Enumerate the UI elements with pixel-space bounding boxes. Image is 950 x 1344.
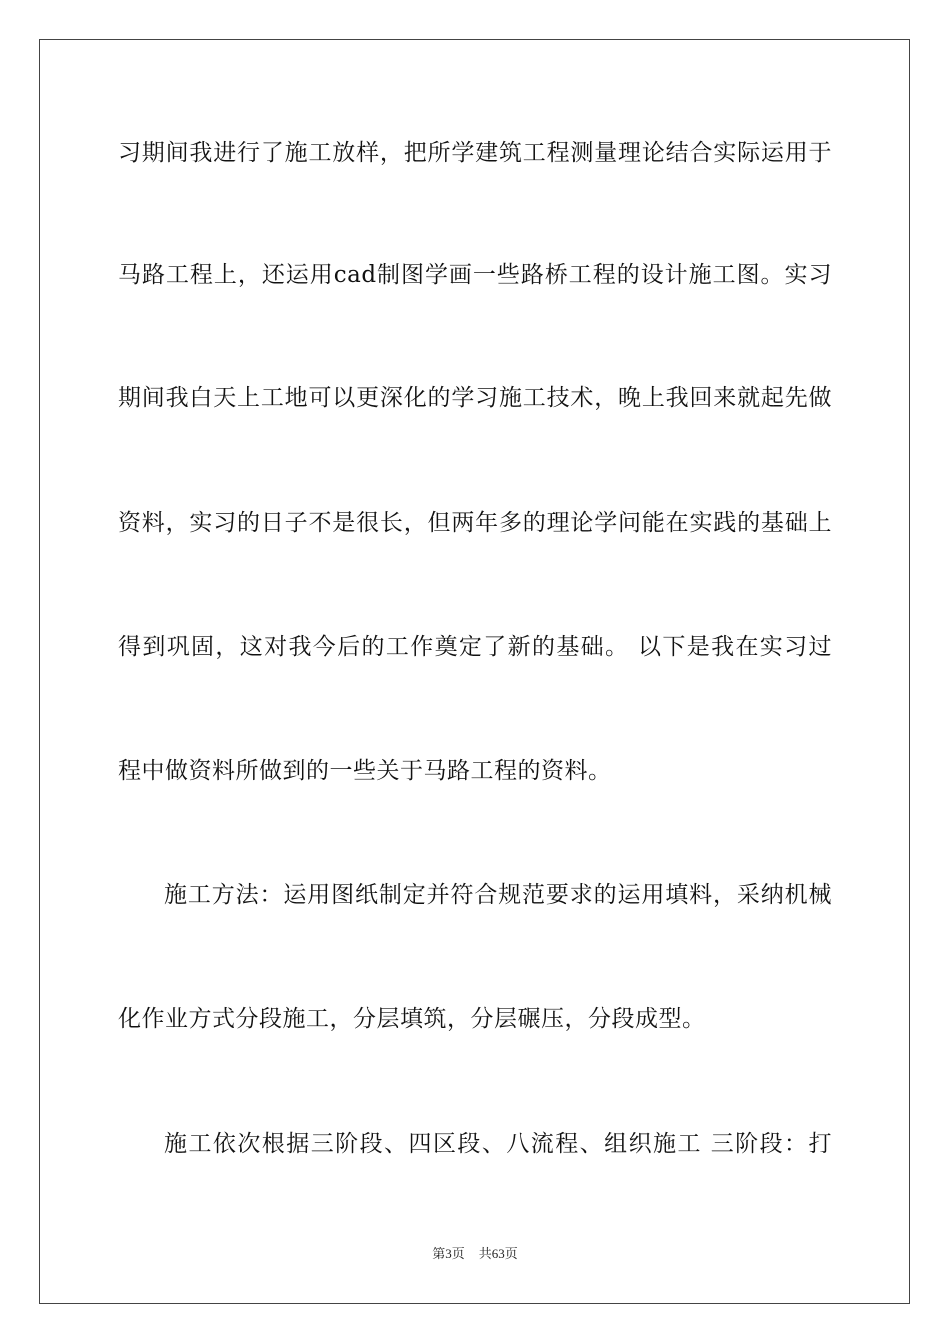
text-line: 期间我白天上工地可以更深化的学习施工技术，晚上我回来就起先做 (118, 385, 832, 411)
text-line: 资料，实习的日子不是很长，但两年多的理论学问能在实践的基础上 (118, 510, 832, 536)
page-footer (0, 1245, 950, 1263)
text-line: 得到巩固，这对我今后的工作奠定了新的基础。 以下是我在实习过 (118, 634, 832, 660)
text-line: 习期间我进行了施工放样，把所学建筑工程测量理论结合实际运用于 (118, 140, 832, 166)
text-line: 程中做资料所做到的一些关于马路工程的资料。 (118, 758, 612, 784)
text-line-paragraph-start: 施工方法：运用图纸制定并符合规范要求的运用填料，采纳机械 (164, 882, 832, 908)
page-number: 第3页 (432, 1246, 465, 1261)
page-border (39, 39, 910, 1304)
page-total: 共63页 (478, 1246, 518, 1261)
text-line-paragraph-start: 施工依次根据三阶段、四区段、八流程、组织施工 三阶段：打 (164, 1131, 832, 1157)
text-line: 化作业方式分段施工，分层填筑，分层碾压，分段成型。 (118, 1006, 706, 1032)
text-line: 马路工程上，还运用cad制图学画一些路桥工程的设计施工图。实习 (118, 262, 832, 288)
